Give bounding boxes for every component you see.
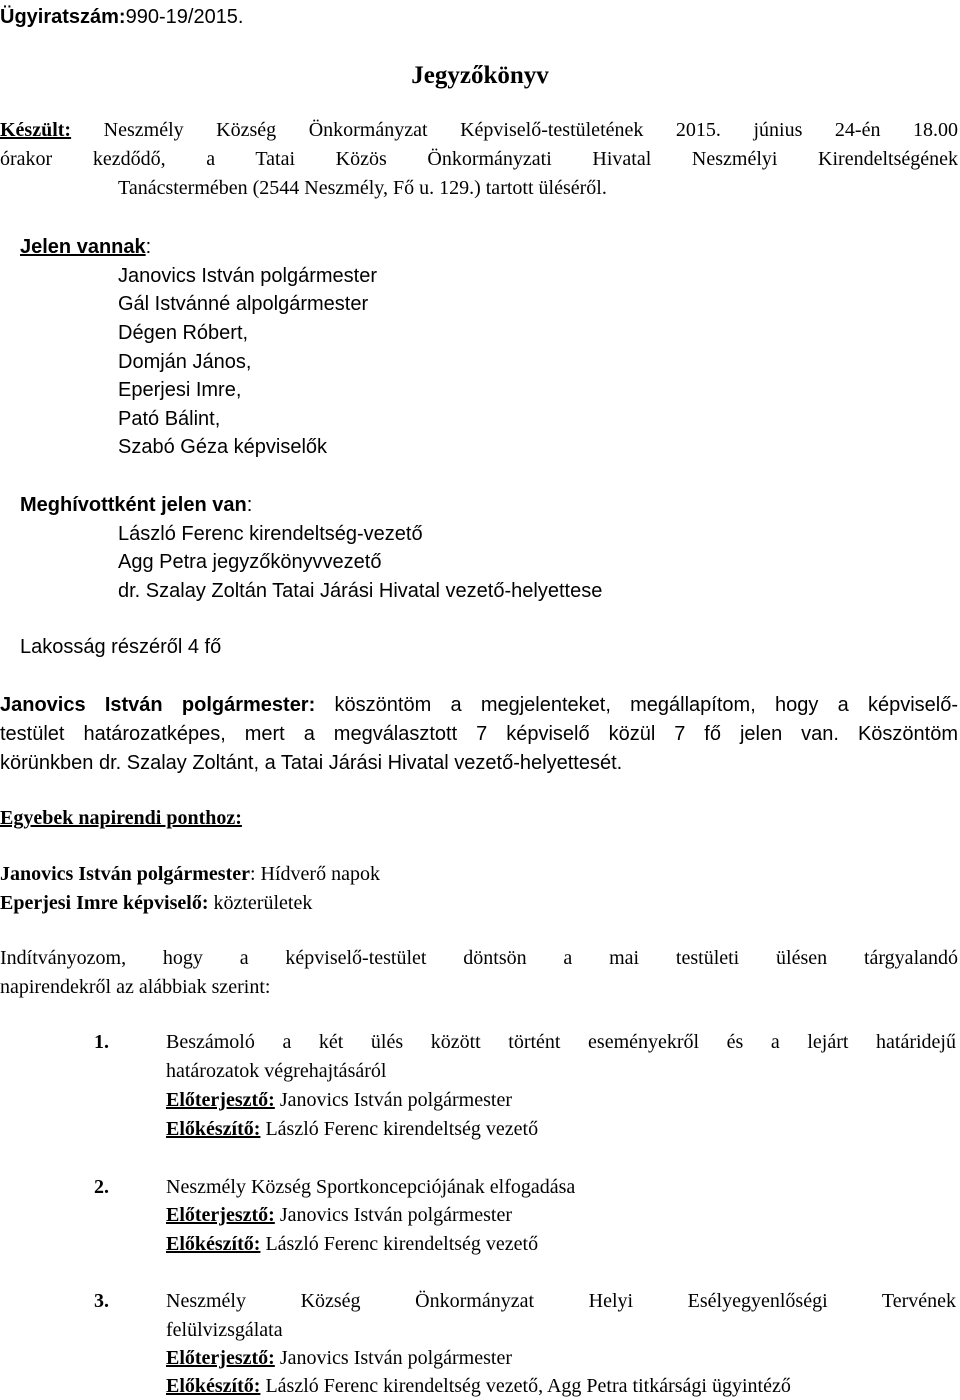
presenter-label: Előterjesztő: (166, 1347, 275, 1369)
agenda-number: 2. (94, 1176, 109, 1198)
agenda-number: 3. (94, 1290, 109, 1312)
agenda-presenter (166, 1087, 512, 1113)
present-member: Janovics István polgármester (118, 265, 378, 287)
other-topic: közterületek (213, 892, 313, 914)
invited-label: Meghívottként jelen van (20, 494, 247, 516)
present-label: Jelen vannak (20, 236, 146, 258)
opening-line-3: körünkben dr. Szalay Zoltánt, a Tatai Járási Hivatal vezető-helyettesét. (0, 752, 623, 774)
agenda-presenter (166, 1345, 512, 1371)
case-number-label: Ügyiratszám: (0, 6, 126, 28)
intro-text-1: Neszmély Község Önkormányzat Képviselő-testületének 2015. június 24-én 18.00 (103, 119, 959, 141)
page-title: Jegyzőkönyv (411, 62, 549, 89)
public-attendance: Lakosság részéről 4 fő (20, 636, 222, 658)
preparer-label: Előkészítő: (166, 1118, 261, 1140)
present-member: Szabó Géza képviselők (118, 436, 328, 458)
agenda-title-cont: felülvizsgálata (166, 1319, 283, 1341)
opening-line-2: testület határozatképes, mert a megválasztott 7 képviselő közül 7 fő jelen van. Köszöntöm (0, 723, 958, 745)
preparer-label: Előkészítő: (166, 1375, 261, 1397)
present-member: Pató Bálint, (118, 408, 221, 430)
invited-colon: : (246, 494, 253, 516)
opening-speaker: Janovics István polgármester: (0, 694, 316, 716)
presenter-name: Janovics István polgármester (279, 1347, 512, 1369)
opening-line-1 (0, 692, 958, 718)
case-number: 990-19/2015. (125, 6, 244, 28)
preparer-name: László Ferenc kirendeltség vezető (265, 1233, 539, 1255)
intro-line-1 (0, 117, 958, 143)
agenda-title-cont: határozatok végrehajtásáról (166, 1060, 387, 1082)
presenter-label: Előterjesztő: (166, 1089, 275, 1111)
presenter-name: Janovics István polgármester (279, 1089, 512, 1111)
agenda-presenter (166, 1202, 512, 1228)
agenda-preparer (166, 1231, 538, 1257)
presenter-label: Előterjesztő: (166, 1204, 275, 1226)
agenda-preparer (166, 1116, 538, 1142)
other-topic: Hídverő napok (260, 863, 380, 885)
present-member: Dégen Róbert, (118, 322, 249, 344)
motion-line-2: napirendekről az alábbiak szerint: (0, 976, 271, 998)
invited-heading (20, 492, 252, 518)
invited-guest: László Ferenc kirendeltség-vezető (118, 523, 423, 545)
other-speaker: Eperjesi Imre képviselő: (0, 892, 209, 914)
present-colon: : (145, 236, 152, 258)
invited-guest: Agg Petra jegyzőkönyvvezető (118, 551, 382, 573)
present-member: Eperjesi Imre, (118, 379, 242, 401)
preparer-name: László Ferenc kirendeltség vezető (265, 1118, 539, 1140)
other-item (0, 890, 312, 916)
intro-line-3: Tanácstermében (2544 Neszmély, Fő u. 129.) tartott üléséről. (118, 177, 607, 199)
agenda-preparer (166, 1373, 791, 1399)
agenda-title: Neszmély Község Sportkoncepciójának elfogadása (166, 1176, 576, 1198)
agenda-number: 1. (94, 1031, 109, 1053)
presenter-name: Janovics István polgármester (279, 1204, 512, 1226)
opening-text-1: köszöntöm a megjelenteket, megállapítom, hogy a képviselő- (334, 694, 959, 716)
other-heading: Egyebek napirendi ponthoz: (0, 807, 242, 829)
other-speaker: Janovics István polgármester (0, 863, 250, 885)
motion-line-1: Indítványozom, hogy a képviselő-testület döntsön a mai testületi ülésen tárgyalandó (0, 947, 958, 969)
other-item (0, 861, 380, 887)
other-separator: : (249, 863, 261, 885)
present-member: Domján János, (118, 351, 252, 373)
intro-label: Készült: (0, 119, 72, 141)
intro-line-2: órakor kezdődő, a Tatai Közös Önkormányzati Hivatal Neszmélyi Kirendeltségének (0, 148, 958, 170)
present-member: Gál Istvánné alpolgármester (118, 293, 369, 315)
invited-guest: dr. Szalay Zoltán Tatai Járási Hivatal vezető-helyettese (118, 580, 603, 602)
preparer-label: Előkészítő: (166, 1233, 261, 1255)
agenda-title: Beszámoló a két ülés között történt eseményekről és a lejárt határidejű (166, 1031, 956, 1053)
present-heading (20, 234, 151, 260)
case-number-line (0, 4, 244, 30)
agenda-title: Neszmély Község Önkormányzat Helyi Esélyegyenlőségi Tervének (166, 1290, 956, 1312)
preparer-name: László Ferenc kirendeltség vezető, Agg Petra titkársági ügyintéző (265, 1375, 791, 1397)
